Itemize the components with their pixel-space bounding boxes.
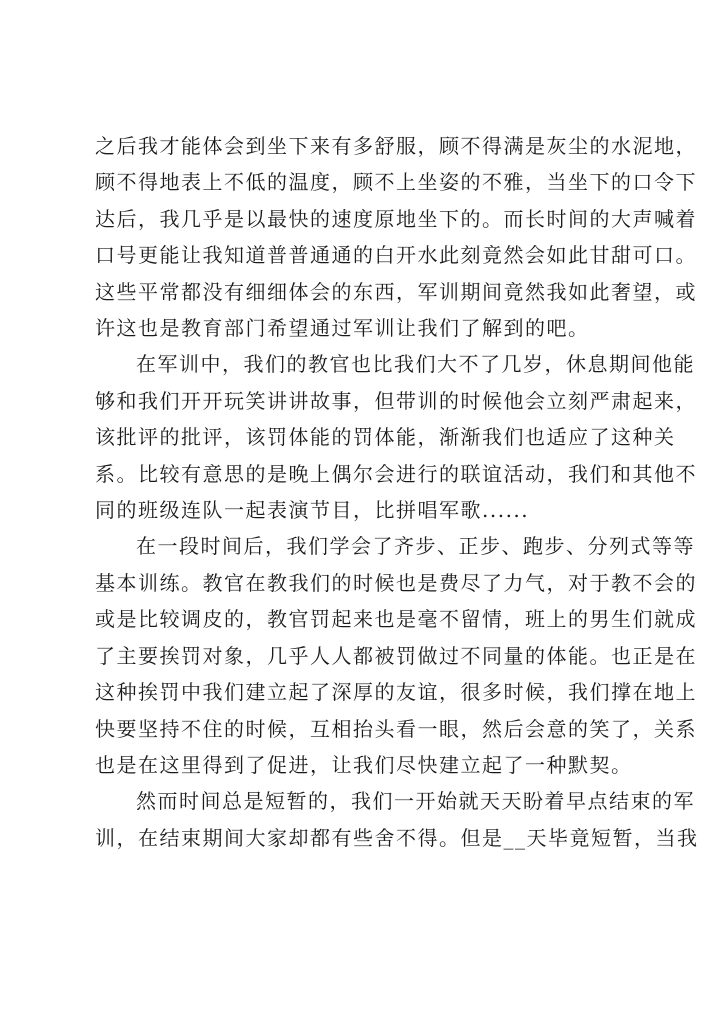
text-line: 许这也是教育部门希望通过军训让我们了解到的吧。 [95, 316, 590, 341]
document-body [95, 128, 699, 856]
paragraph-3 [95, 528, 697, 783]
text-line: 基本训练。教官在教我们的时候也是费尽了力气，对于教不会的 [95, 570, 697, 595]
text-line: 同的班级连队一起表演节目，比拼唱军歌...... [95, 498, 530, 523]
text-line: 或是比较调皮的，教官罚起来也是毫不留情，班上的男生们就成 [95, 607, 697, 632]
paragraph-4 [95, 783, 699, 856]
text-line: 够和我们开开玩笑讲讲故事，但带训的时候他会立刻严肃起来， [95, 388, 697, 413]
text-line: 快要坚持不住的时候，互相抬头看一眼，然后会意的笑了，关系 [95, 716, 697, 741]
text-line: 这些平常都没有细细体会的东西，军训期间竟然我如此奢望，或 [95, 279, 697, 304]
text-line: 了主要挨罚对象，几乎人人都被罚做过不同量的体能。也正是在 [95, 643, 697, 668]
text-line: 训，在结束期间大家却都有些舍不得。但是__天毕竟短暂，当我 [95, 825, 699, 850]
text-line: 在军训中，我们的教官也比我们大不了几岁，休息期间他能 [136, 352, 695, 377]
text-line: 之后我才能体会到坐下来有多舒服，顾不得满是灰尘的水泥地， [95, 134, 697, 158]
paragraph-2 [95, 346, 697, 528]
text-line: 达后，我几乎是以最快的速度原地坐下的。而长时间的大声喊着 [95, 206, 697, 231]
text-line: 顾不得地表上不低的温度，顾不上坐姿的不雅，当坐下的口令下 [95, 170, 697, 195]
text-line: 系。比较有意思的是晚上偶尔会进行的联谊活动，我们和其他不 [95, 461, 697, 486]
paragraph-1 [95, 128, 697, 346]
text-line: 然而时间总是短暂的，我们一开始就天天盼着早点结束的军 [136, 789, 695, 814]
text-line: 在一段时间后，我们学会了齐步、正步、跑步、分列式等等 [136, 534, 695, 559]
text-line: 这种挨罚中我们建立起了深厚的友谊，很多时候，我们撑在地上 [95, 680, 697, 705]
text-line: 该批评的批评，该罚体能的罚体能，渐渐我们也适应了这种关 [95, 425, 676, 450]
text-line: 也是在这里得到了促进，让我们尽快建立起了一种默契。 [95, 752, 633, 777]
text-line: 口号更能让我知道普普通通的白开水此刻竟然会如此甘甜可口。 [95, 243, 697, 268]
